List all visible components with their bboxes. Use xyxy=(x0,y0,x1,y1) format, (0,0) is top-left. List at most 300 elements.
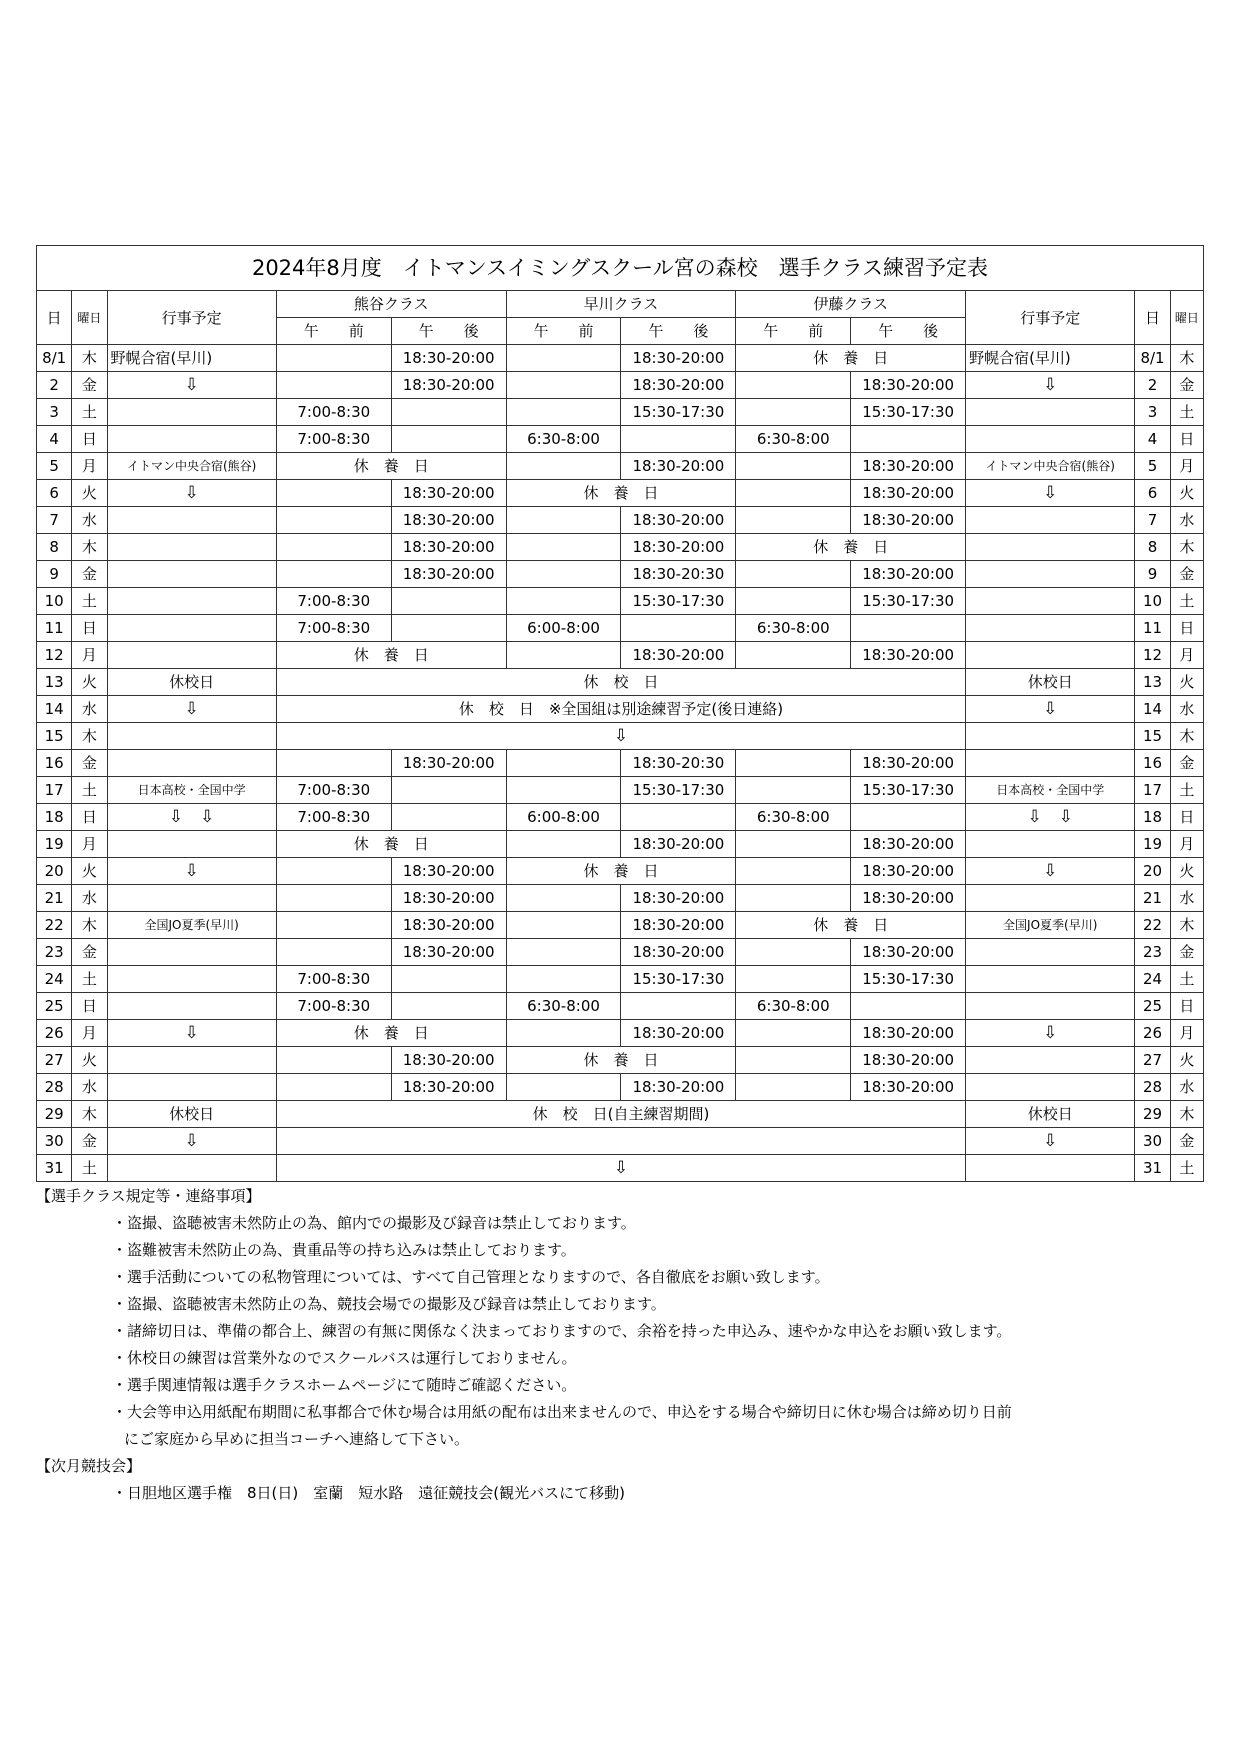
event-right-cell xyxy=(966,1074,1135,1101)
session-cell xyxy=(736,831,851,858)
event-right-cell: 休校日 xyxy=(966,669,1135,696)
session-cell xyxy=(506,588,621,615)
session-cell xyxy=(276,561,391,588)
session-cell: 休 養 日 xyxy=(276,642,506,669)
session-cell: 18:30-20:00 xyxy=(621,912,736,939)
session-cell: 6:30-8:00 xyxy=(736,615,851,642)
table-row xyxy=(37,534,1204,561)
session-cell: 18:30-20:00 xyxy=(851,642,966,669)
session-cell xyxy=(391,399,506,426)
session-cell: 18:30-20:00 xyxy=(391,561,506,588)
event-right-cell: イトマン中央合宿(熊谷) xyxy=(966,453,1135,480)
session-cell: 休 養 日 xyxy=(276,453,506,480)
weekday-cell-right: 土 xyxy=(1170,588,1203,615)
session-cell xyxy=(736,858,851,885)
weekday-cell-right: 火 xyxy=(1170,480,1203,507)
event-right-cell xyxy=(966,885,1135,912)
table-row xyxy=(37,1155,1204,1182)
weekday-cell: 木 xyxy=(72,534,107,561)
note-item: ・大会等申込用紙配布期間に私事都合で休む場合は用紙の配布は出来ませんので、申込をする場合や締切日に休む場合は締め切り日前 xyxy=(112,1403,1012,1421)
weekday-cell-right: 火 xyxy=(1170,669,1203,696)
table-row xyxy=(37,966,1204,993)
session-cell xyxy=(506,345,621,372)
day-cell-right: 19 xyxy=(1135,831,1170,858)
session-cell: 18:30-20:00 xyxy=(851,480,966,507)
event-left-cell xyxy=(107,750,276,777)
weekday-cell: 木 xyxy=(72,723,107,750)
day-cell: 22 xyxy=(37,912,72,939)
day-cell: 8/1 xyxy=(37,345,72,372)
note-item: ・選手活動についての私物管理については、すべて自己管理となりますので、各自徹底をお願い致します。 xyxy=(112,1268,830,1286)
session-cell: 18:30-20:00 xyxy=(851,1074,966,1101)
day-cell: 13 xyxy=(37,669,72,696)
session-cell xyxy=(736,939,851,966)
weekday-cell-right: 月 xyxy=(1170,453,1203,480)
weekday-cell-right: 木 xyxy=(1170,534,1203,561)
table-row xyxy=(37,858,1204,885)
event-right-cell: ⇩ xyxy=(966,372,1135,399)
session-cell: 18:30-20:00 xyxy=(621,831,736,858)
day-cell: 18 xyxy=(37,804,72,831)
table-row xyxy=(37,426,1204,453)
schedule-body xyxy=(37,345,1204,1182)
day-cell-right: 26 xyxy=(1135,1020,1170,1047)
event-left-cell xyxy=(107,885,276,912)
weekday-cell: 火 xyxy=(72,480,107,507)
weekday-cell: 土 xyxy=(72,777,107,804)
session-cell xyxy=(621,615,736,642)
table-row xyxy=(37,831,1204,858)
weekday-cell: 日 xyxy=(72,615,107,642)
note-item-continuation: にご家庭から早めに担当コーチへ連絡して下さい。 xyxy=(124,1430,470,1448)
session-cell xyxy=(621,804,736,831)
session-cell xyxy=(391,615,506,642)
session-cell xyxy=(506,399,621,426)
table-row xyxy=(37,642,1204,669)
session-cell xyxy=(276,480,391,507)
weekday-cell: 金 xyxy=(72,750,107,777)
session-cell xyxy=(276,912,391,939)
note-item: ・選手関連情報は選手クラスホームページにて随時ご確認ください。 xyxy=(112,1376,577,1394)
pm-header: 午 後 xyxy=(851,318,966,345)
session-cell xyxy=(851,804,966,831)
session-cell: 18:30-20:00 xyxy=(621,1074,736,1101)
session-cell xyxy=(736,561,851,588)
table-row xyxy=(37,993,1204,1020)
weekday-cell-right: 土 xyxy=(1170,1155,1203,1182)
event-left-cell: ⇩ xyxy=(107,1020,276,1047)
weekday-cell: 金 xyxy=(72,1128,107,1155)
day-cell-right: 24 xyxy=(1135,966,1170,993)
weekday-cell-right: 土 xyxy=(1170,966,1203,993)
day-cell: 28 xyxy=(37,1074,72,1101)
day-cell-right: 29 xyxy=(1135,1101,1170,1128)
all-class-span-cell: 休 校 日 xyxy=(276,669,965,696)
event-left-cell xyxy=(107,561,276,588)
day-cell-right: 10 xyxy=(1135,588,1170,615)
weekday-cell-right: 金 xyxy=(1170,1128,1203,1155)
day-header: 日 xyxy=(37,291,72,345)
event-left-cell: 全国JO夏季(早川) xyxy=(107,912,276,939)
table-row xyxy=(37,777,1204,804)
session-cell xyxy=(506,939,621,966)
session-cell xyxy=(736,966,851,993)
notes-heading: 【選手クラス規定等・連絡事項】 xyxy=(36,1187,261,1205)
table-row xyxy=(37,885,1204,912)
session-cell: 7:00-8:30 xyxy=(276,966,391,993)
session-cell xyxy=(391,588,506,615)
weekday-cell: 金 xyxy=(72,939,107,966)
day-cell-right: 30 xyxy=(1135,1128,1170,1155)
table-row xyxy=(37,669,1204,696)
day-cell-right: 15 xyxy=(1135,723,1170,750)
event-left-cell xyxy=(107,507,276,534)
table-row xyxy=(37,345,1204,372)
session-cell xyxy=(736,399,851,426)
event-left-cell xyxy=(107,399,276,426)
event-right-cell xyxy=(966,1155,1135,1182)
session-cell xyxy=(736,642,851,669)
weekday-cell-right: 火 xyxy=(1170,1047,1203,1074)
session-cell xyxy=(391,777,506,804)
table-row xyxy=(37,750,1204,777)
session-cell: 15:30-17:30 xyxy=(621,966,736,993)
session-cell: 休 養 日 xyxy=(276,831,506,858)
day-cell-right: 13 xyxy=(1135,669,1170,696)
event-left-cell: ⇩ xyxy=(107,372,276,399)
event-right-cell xyxy=(966,588,1135,615)
day-cell: 31 xyxy=(37,1155,72,1182)
event-left-cell: 野幌合宿(早川) xyxy=(107,345,276,372)
session-cell: 18:30-20:00 xyxy=(621,939,736,966)
day-cell: 24 xyxy=(37,966,72,993)
event-right-cell xyxy=(966,534,1135,561)
weekday-cell-right: 水 xyxy=(1170,507,1203,534)
session-cell xyxy=(736,507,851,534)
session-cell: 18:30-20:00 xyxy=(851,561,966,588)
weekday-cell: 月 xyxy=(72,642,107,669)
weekday-header-right: 曜日 xyxy=(1170,291,1203,345)
weekday-cell: 日 xyxy=(72,804,107,831)
day-cell-right: 6 xyxy=(1135,480,1170,507)
event-right-cell: 休校日 xyxy=(966,1101,1135,1128)
weekday-cell: 土 xyxy=(72,399,107,426)
weekday-cell: 日 xyxy=(72,993,107,1020)
day-cell-right: 22 xyxy=(1135,912,1170,939)
weekday-cell: 金 xyxy=(72,561,107,588)
day-cell: 15 xyxy=(37,723,72,750)
session-cell xyxy=(736,372,851,399)
table-row xyxy=(37,507,1204,534)
table-row xyxy=(37,480,1204,507)
weekday-cell: 土 xyxy=(72,966,107,993)
event-left-cell: ⇩ xyxy=(107,1128,276,1155)
class-kumagai-header: 熊谷クラス xyxy=(276,291,506,318)
event-right-cell xyxy=(966,561,1135,588)
event-left-cell xyxy=(107,588,276,615)
session-cell xyxy=(276,345,391,372)
all-class-span-cell: 休 校 日 ※全国組は別途練習予定(後日連絡) xyxy=(276,696,965,723)
day-cell: 4 xyxy=(37,426,72,453)
event-right-cell xyxy=(966,507,1135,534)
session-cell xyxy=(736,588,851,615)
day-cell: 21 xyxy=(37,885,72,912)
event-right-cell: ⇩ ⇩ xyxy=(966,804,1135,831)
event-left-cell: 日本高校・全国中学 xyxy=(107,777,276,804)
session-cell: 6:30-8:00 xyxy=(506,993,621,1020)
session-cell: 7:00-8:30 xyxy=(276,777,391,804)
session-cell xyxy=(506,534,621,561)
event-right-cell: 日本高校・全国中学 xyxy=(966,777,1135,804)
session-cell: 18:30-20:00 xyxy=(851,750,966,777)
day-cell: 19 xyxy=(37,831,72,858)
day-cell: 17 xyxy=(37,777,72,804)
session-cell: 18:30-20:00 xyxy=(391,372,506,399)
event-left-cell xyxy=(107,1074,276,1101)
table-row xyxy=(37,561,1204,588)
weekday-cell-right: 日 xyxy=(1170,426,1203,453)
session-cell: 休 養 日 xyxy=(506,480,736,507)
weekday-cell-right: 金 xyxy=(1170,372,1203,399)
session-cell: 休 養 日 xyxy=(736,912,966,939)
weekday-cell: 水 xyxy=(72,507,107,534)
day-cell-right: 12 xyxy=(1135,642,1170,669)
day-header-right: 日 xyxy=(1135,291,1170,345)
all-class-span-cell: ⇩ xyxy=(276,723,965,750)
day-cell: 10 xyxy=(37,588,72,615)
day-cell: 11 xyxy=(37,615,72,642)
page-title: 2024年8月度 イトマンスイミングスクール宮の森校 選手クラス練習予定表 xyxy=(37,246,1204,291)
weekday-cell-right: 金 xyxy=(1170,750,1203,777)
weekday-cell: 月 xyxy=(72,453,107,480)
session-cell xyxy=(506,885,621,912)
table-row xyxy=(37,696,1204,723)
weekday-header: 曜日 xyxy=(72,291,107,345)
event-right-cell xyxy=(966,831,1135,858)
session-cell: 15:30-17:30 xyxy=(851,777,966,804)
event-right-cell: ⇩ xyxy=(966,1020,1135,1047)
session-cell xyxy=(276,885,391,912)
session-cell xyxy=(851,426,966,453)
event-left-cell: 休校日 xyxy=(107,669,276,696)
event-right-cell xyxy=(966,939,1135,966)
event-left-cell xyxy=(107,1047,276,1074)
day-cell: 12 xyxy=(37,642,72,669)
session-cell xyxy=(506,507,621,534)
next-month-heading: 【次月競技会】 xyxy=(36,1457,142,1475)
session-cell: 18:30-20:00 xyxy=(391,1074,506,1101)
day-cell-right: 17 xyxy=(1135,777,1170,804)
weekday-cell-right: 土 xyxy=(1170,399,1203,426)
table-row xyxy=(37,1128,1204,1155)
events-header-right: 行事予定 xyxy=(966,291,1135,345)
session-cell xyxy=(391,426,506,453)
day-cell-right: 8 xyxy=(1135,534,1170,561)
weekday-cell: 木 xyxy=(72,345,107,372)
event-left-cell: 休校日 xyxy=(107,1101,276,1128)
day-cell-right: 4 xyxy=(1135,426,1170,453)
session-cell xyxy=(736,480,851,507)
day-cell: 5 xyxy=(37,453,72,480)
event-left-cell xyxy=(107,426,276,453)
session-cell xyxy=(276,534,391,561)
session-cell: 休 養 日 xyxy=(506,858,736,885)
session-cell xyxy=(621,993,736,1020)
session-cell xyxy=(736,1020,851,1047)
event-left-cell xyxy=(107,939,276,966)
day-cell: 29 xyxy=(37,1101,72,1128)
event-right-cell: ⇩ xyxy=(966,858,1135,885)
session-cell: 18:30-20:00 xyxy=(851,507,966,534)
event-left-cell xyxy=(107,723,276,750)
session-cell: 18:30-20:00 xyxy=(851,885,966,912)
session-cell: 15:30-17:30 xyxy=(621,399,736,426)
event-right-cell: 全国JO夏季(早川) xyxy=(966,912,1135,939)
session-cell xyxy=(736,750,851,777)
session-cell: 18:30-20:00 xyxy=(621,453,736,480)
event-left-cell xyxy=(107,831,276,858)
session-cell: 18:30-20:00 xyxy=(391,534,506,561)
weekday-cell: 水 xyxy=(72,885,107,912)
table-row xyxy=(37,372,1204,399)
day-cell-right: 9 xyxy=(1135,561,1170,588)
session-cell xyxy=(851,615,966,642)
session-cell: 18:30-20:00 xyxy=(391,1047,506,1074)
weekday-cell: 土 xyxy=(72,1155,107,1182)
weekday-cell-right: 金 xyxy=(1170,939,1203,966)
session-cell: 18:30-20:00 xyxy=(851,831,966,858)
pm-header: 午 後 xyxy=(621,318,736,345)
session-cell xyxy=(621,426,736,453)
day-cell-right: 28 xyxy=(1135,1074,1170,1101)
day-cell: 26 xyxy=(37,1020,72,1047)
all-class-span-cell: 休 校 日(自主練習期間) xyxy=(276,1101,965,1128)
session-cell: 18:30-20:00 xyxy=(391,480,506,507)
day-cell: 20 xyxy=(37,858,72,885)
session-cell: 18:30-20:00 xyxy=(621,507,736,534)
day-cell-right: 14 xyxy=(1135,696,1170,723)
note-item: ・盗撮、盗聴被害未然防止の為、競技会場での撮影及び録音は禁止しております。 xyxy=(112,1295,666,1313)
table-row xyxy=(37,615,1204,642)
event-right-cell xyxy=(966,642,1135,669)
weekday-cell: 水 xyxy=(72,1074,107,1101)
day-cell-right: 25 xyxy=(1135,993,1170,1020)
event-left-cell xyxy=(107,534,276,561)
event-right-cell: ⇩ xyxy=(966,696,1135,723)
session-cell: 7:00-8:30 xyxy=(276,615,391,642)
weekday-cell: 月 xyxy=(72,831,107,858)
weekday-cell-right: 木 xyxy=(1170,1101,1203,1128)
am-header: 午 前 xyxy=(736,318,851,345)
event-left-cell xyxy=(107,615,276,642)
day-cell: 7 xyxy=(37,507,72,534)
pm-header: 午 後 xyxy=(391,318,506,345)
session-cell: 18:30-20:00 xyxy=(851,858,966,885)
event-left-cell: ⇩ xyxy=(107,858,276,885)
session-cell xyxy=(506,1020,621,1047)
session-cell: 6:30-8:00 xyxy=(736,426,851,453)
session-cell xyxy=(276,1047,391,1074)
note-item: ・盗撮、盗聴被害未然防止の為、館内での撮影及び録音は禁止しております。 xyxy=(112,1214,636,1232)
session-cell xyxy=(276,858,391,885)
day-cell: 9 xyxy=(37,561,72,588)
weekday-cell-right: 月 xyxy=(1170,642,1203,669)
note-item: ・諸締切日は、準備の都合上、練習の有無に関係なく決まっておりますので、余裕を持った申込み、速やかな申込をお願い致します。 xyxy=(112,1322,1012,1340)
session-cell xyxy=(506,966,621,993)
day-cell: 16 xyxy=(37,750,72,777)
day-cell-right: 21 xyxy=(1135,885,1170,912)
day-cell: 14 xyxy=(37,696,72,723)
events-header-left: 行事予定 xyxy=(107,291,276,345)
session-cell: 休 養 日 xyxy=(276,1020,506,1047)
session-cell xyxy=(276,507,391,534)
day-cell-right: 18 xyxy=(1135,804,1170,831)
next-month-item: ・日胆地区選手権 8日(日) 室蘭 短水路 遠征競技会(観光バスにて移動) xyxy=(112,1484,625,1502)
session-cell xyxy=(736,1047,851,1074)
session-cell: 7:00-8:30 xyxy=(276,993,391,1020)
day-cell: 27 xyxy=(37,1047,72,1074)
weekday-cell: 火 xyxy=(72,858,107,885)
session-cell: 18:30-20:00 xyxy=(391,858,506,885)
session-cell: 休 養 日 xyxy=(506,1047,736,1074)
table-row xyxy=(37,1101,1204,1128)
am-header: 午 前 xyxy=(276,318,391,345)
table-row xyxy=(37,1074,1204,1101)
session-cell: 15:30-17:30 xyxy=(851,966,966,993)
table-row xyxy=(37,453,1204,480)
event-left-cell: イトマン中央合宿(熊谷) xyxy=(107,453,276,480)
session-cell: 18:30-20:00 xyxy=(391,885,506,912)
session-cell xyxy=(391,804,506,831)
class-ito-header: 伊藤クラス xyxy=(736,291,966,318)
session-cell: 18:30-20:00 xyxy=(391,345,506,372)
weekday-cell-right: 水 xyxy=(1170,1074,1203,1101)
event-left-cell: ⇩ ⇩ xyxy=(107,804,276,831)
session-cell: 15:30-17:30 xyxy=(621,777,736,804)
session-cell xyxy=(506,372,621,399)
table-row xyxy=(37,588,1204,615)
weekday-cell: 木 xyxy=(72,1101,107,1128)
session-cell xyxy=(736,885,851,912)
session-cell: 7:00-8:30 xyxy=(276,804,391,831)
session-cell: 18:30-20:00 xyxy=(851,453,966,480)
weekday-cell-right: 火 xyxy=(1170,858,1203,885)
session-cell xyxy=(506,777,621,804)
session-cell: 18:30-20:00 xyxy=(851,939,966,966)
day-cell-right: 31 xyxy=(1135,1155,1170,1182)
event-right-cell xyxy=(966,993,1135,1020)
session-cell: 休 養 日 xyxy=(736,534,966,561)
session-cell: 18:30-20:00 xyxy=(391,912,506,939)
day-cell-right: 23 xyxy=(1135,939,1170,966)
session-cell: 18:30-20:00 xyxy=(851,372,966,399)
weekday-cell: 火 xyxy=(72,669,107,696)
weekday-cell-right: 木 xyxy=(1170,912,1203,939)
table-row xyxy=(37,723,1204,750)
session-cell: 18:30-20:00 xyxy=(621,345,736,372)
session-cell: 15:30-17:30 xyxy=(851,399,966,426)
session-cell xyxy=(276,372,391,399)
session-cell: 休 養 日 xyxy=(736,345,966,372)
weekday-cell: 金 xyxy=(72,372,107,399)
weekday-cell: 火 xyxy=(72,1047,107,1074)
note-item: ・盗難被害未然防止の為、貴重品等の持ち込みは禁止しております。 xyxy=(112,1241,576,1259)
event-right-cell: ⇩ xyxy=(966,480,1135,507)
table-row xyxy=(37,939,1204,966)
session-cell: 18:30-20:00 xyxy=(621,642,736,669)
event-right-cell xyxy=(966,723,1135,750)
weekday-cell: 木 xyxy=(72,912,107,939)
